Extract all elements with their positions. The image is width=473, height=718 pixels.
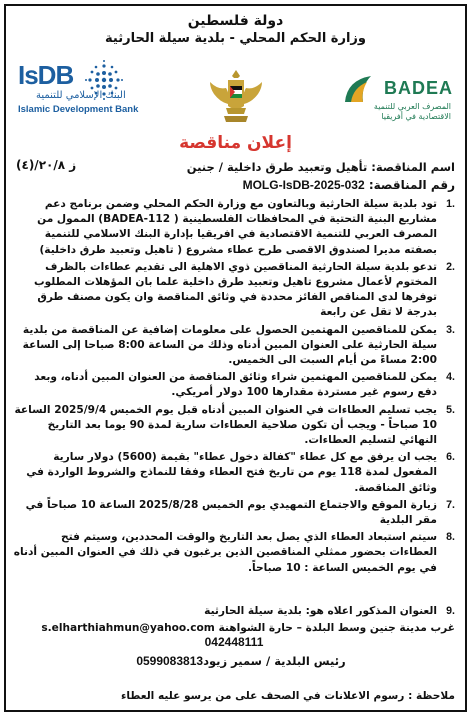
address-label: العنوان المذكور اعلاه هو: بلدية سيلة الحارثية [204, 605, 437, 617]
state-name: دولة فلسطين [187, 13, 284, 29]
clause-item [13, 323, 455, 369]
clause-text: سيتم استبعاد العطاء الذي يصل بعد التاريخ والوقت المحددين، وسيتم فتح العطاءات بحضور ممثلي المناقصين الذين يرغبون في ذلك في العنوان المبين أدناه في يوم الخميس الساعة : 10 صباحاً. [13, 531, 437, 574]
isdb-english-name: Islamic Development Bank [18, 104, 139, 115]
clause-text: يجب ان يرفق مع كل عطاء "كفالة دخول عطاء" بقيمة (5600) دولار سارية المفعول لمدة 118 يوم من تاريخ فتح العطاء وفقا للنماذج والشروط الواردة في وثائق المناقصة. [26, 451, 437, 494]
clause-text: تود بلدية سيلة الحارثية وبالتعاون مع وزارة الحكم المحلي وضمن برنامج دعم مشاريع البنية التحتية في المحافظات الفلسطينية ( BADEA-112) الممول من المصرف العربي للتنمية الاقتصادية في افريقيا بإدارة البنك الاسلامي للتنمية بصفته مديرا لصندوق الاقصى طرح عطاء مشروع ( تاهيل وتعبيد طرق داخلية) [37, 198, 437, 256]
tender-number [15, 178, 455, 192]
clause-text: تدعو بلدية سيلة الحارثية المناقصين ذوي الاهلية الى تقديم عطاءات بالظرف المختوم لأعمال مشروع تاهيل وتعبيد طرق داخلية علما بان المؤهلات المطلوب توفرها لدى المناقص الفائز محددة في وثائق المناقصة وان يكون مصنف طرق بدرجة لا تقل عن رابعة [34, 260, 437, 319]
signature: رئيس البلدية / سمير زيود [203, 654, 346, 668]
clause-item [13, 604, 455, 619]
clause-number: .2 [446, 260, 455, 273]
clause-text: يمكن للمناقصين المهتمين شراء وثائق المناقصة من العنوان المبين أدناه، وبعد دفع رسوم غير مستردة مقدارها 100 دولار أمريكي. [34, 371, 437, 399]
address-line: غرب مدينة جنين وسط البلدة – حارة الشواهنة s.elharthiahmun@yahoo.com [41, 622, 455, 634]
signature-line [13, 654, 455, 668]
clause-item [13, 260, 455, 321]
tender-announcement [4, 4, 467, 712]
isdb-arabic-name: البنك الإسلامي للتنمية [36, 90, 126, 101]
clause-text: زيارة الموقع والاجتماع التمهيدي يوم الخميس 2025/8/28 الساعة 10 صباحاً في مقر البلدية [25, 498, 437, 527]
announcement-title: إعلان مناقصة [179, 133, 292, 153]
badea-wordmark: BADEA [383, 78, 453, 98]
ministry-municipality: وزارة الحكم المحلي - بلدية سيلة الحارثية [105, 31, 366, 46]
clause-number: .3 [446, 323, 455, 336]
clause-number: .6 [446, 451, 455, 464]
tender-number-value: MOLG-IsDB-2025-032 [242, 178, 365, 192]
clause-number: .7 [446, 498, 455, 511]
clause-item [13, 403, 455, 449]
header [6, 12, 465, 48]
clause-number: .1 [446, 198, 455, 210]
badea-mark-icon [341, 72, 375, 106]
tender-clauses [13, 197, 455, 578]
badea-logo [340, 68, 455, 128]
clause-item [13, 197, 455, 258]
phone-number: 042448111 [204, 635, 264, 649]
tender-number-label: رقم المناقصة: [364, 178, 455, 192]
palestine-eagle-emblem-icon [204, 64, 268, 128]
clause-item [13, 450, 455, 496]
badea-arabic-name: المصرف العربي للتنمية الاقتصادية في أفريقيا [373, 102, 451, 121]
mobile-number: 0599083813 [136, 654, 204, 668]
clause-number: .5 [446, 403, 455, 416]
isdb-logo [18, 60, 139, 130]
clause-number: .4 [446, 371, 455, 384]
clause-text: يمكن للمناقصين المهتمين الحصول على معلومات إضافية عن المناقصة من بلدية سيلة الحارثية على العنوان المبين أدناه وذلك من الساعة 8:00 صباحا إلى الساعة 2:00 مساءً من أيام السبت الى الخميس. [22, 323, 437, 367]
clause-item [13, 498, 455, 528]
note: ملاحظة : رسوم الاعلانات في الصحف على من يرسو عليه العطاء [121, 690, 455, 702]
clause-number: .8 [446, 531, 455, 544]
reference-date: ز ٢٠/٨/(٤) [16, 158, 77, 172]
footer [13, 604, 455, 702]
tender-subject: اسم المناقصة: تأهيل وتعبيد طرق داخلية / جنين [186, 160, 455, 174]
clause-item [13, 530, 455, 576]
clause-number: .9 [446, 605, 455, 617]
clause-item [13, 370, 455, 400]
clause-text: يجب تسليم العطاءات في العنوان المبين أدناه قبل يوم الخميس 2025/9/4 الساعة 10 صباحاً - ويجب أن تكون صلاحية العطاءات سارية لمدة 90 يوما بعد التاريخ النهائي لتسليم العطاءات. [14, 403, 437, 447]
isdb-wordmark: IsDB [18, 60, 74, 90]
